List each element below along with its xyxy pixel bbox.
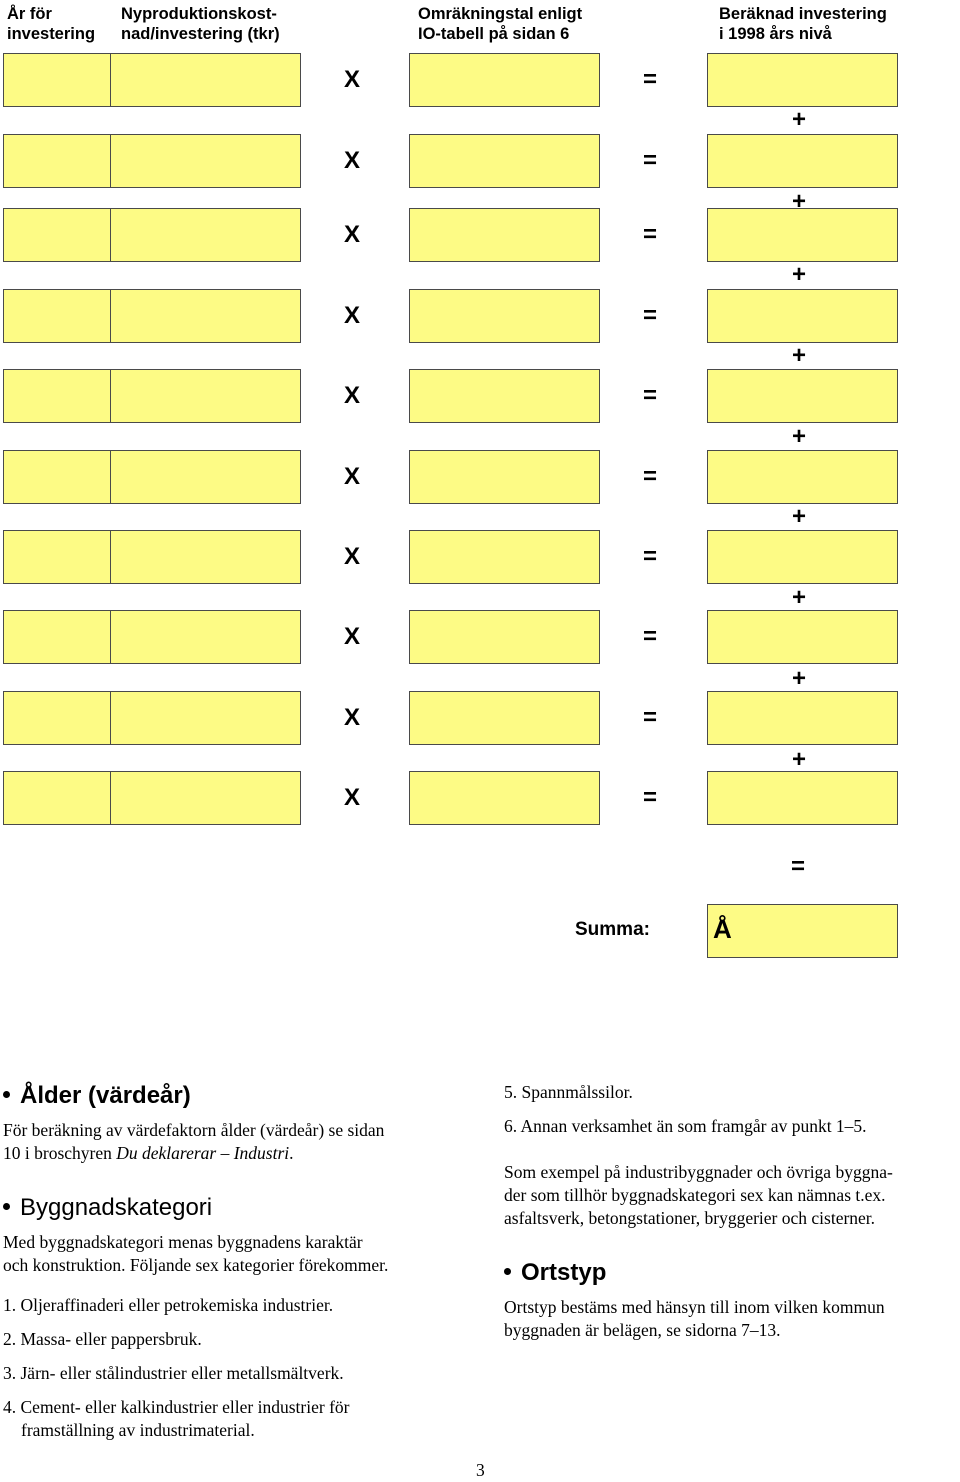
result-field-9[interactable] (707, 691, 898, 745)
times-sign: X (344, 66, 361, 93)
alder-text-line2 (3, 1142, 294, 1165)
times-sign: X (344, 543, 361, 570)
factor-field-8[interactable] (409, 610, 600, 664)
result-field-8[interactable] (707, 610, 898, 664)
plus-sign: + (792, 261, 807, 288)
section-alder-title: Ålder (värdeår) (20, 1082, 191, 1109)
year-field-2[interactable] (3, 134, 111, 188)
summa-field[interactable] (707, 904, 898, 958)
section-ortstyp (504, 1259, 606, 1287)
cost-field-10[interactable] (110, 771, 301, 825)
alder-text-start: 10 i broschyren (3, 1143, 117, 1163)
equals-sign: = (643, 382, 658, 409)
category-item-4-line1: 4. Cement- eller kalkindustrier eller industrier för (3, 1397, 350, 1417)
cost-field-3[interactable] (110, 208, 301, 262)
year-field-10[interactable] (3, 771, 111, 825)
category-item-6: 6. Annan verksamhet än som framgår av punkt 1–5. (504, 1116, 867, 1136)
plus-sign: + (792, 342, 807, 369)
cost-field-4[interactable] (110, 289, 301, 343)
factor-field-4[interactable] (409, 289, 600, 343)
alder-text-line1: För beräkning av värdefaktorn ålder (värdeår) se sidan (3, 1120, 385, 1140)
header-cost: Nyproduktionskost- nad/investering (tkr) (121, 5, 280, 43)
cost-field-5[interactable] (110, 369, 301, 423)
example-line2: der som tillhör byggnadskategori sex kan nämnas t.ex. (504, 1185, 886, 1205)
factor-field-5[interactable] (409, 369, 600, 423)
result-field-4[interactable] (707, 289, 898, 343)
year-field-1[interactable] (3, 53, 111, 107)
category-item-2: 2. Massa- eller pappersbruk. (3, 1329, 202, 1349)
summa-value: Å (713, 914, 732, 944)
plus-sign: + (792, 423, 807, 450)
alder-text-end: . (289, 1143, 294, 1163)
result-field-2[interactable] (707, 134, 898, 188)
equals-sign: = (643, 221, 658, 248)
section-orts-title: Ortstyp (521, 1259, 607, 1286)
equals-sign: = (643, 623, 658, 650)
year-field-7[interactable] (3, 530, 111, 584)
section-byggnadskategori (3, 1194, 212, 1222)
cost-field-2[interactable] (110, 134, 301, 188)
times-sign: X (344, 147, 361, 174)
year-field-6[interactable] (3, 450, 111, 504)
cost-field-6[interactable] (110, 450, 301, 504)
factor-field-9[interactable] (409, 691, 600, 745)
times-sign: X (344, 784, 361, 811)
cost-field-8[interactable] (110, 610, 301, 664)
year-field-9[interactable] (3, 691, 111, 745)
plus-sign: + (792, 188, 807, 215)
page-number: 3 (476, 1460, 485, 1480)
section-bygg-title: Byggnadskategori (20, 1194, 213, 1221)
header-year: År för investering (7, 5, 96, 43)
plus-sign: + (792, 503, 807, 530)
orts-text-line1: Ortstyp bestäms med hänsyn till inom vilken kommun (504, 1297, 885, 1317)
factor-field-10[interactable] (409, 771, 600, 825)
section-alder (3, 1082, 191, 1110)
factor-field-6[interactable] (409, 450, 600, 504)
total-equals-sign: = (791, 853, 806, 880)
factor-field-3[interactable] (409, 208, 600, 262)
result-field-3[interactable] (707, 208, 898, 262)
factor-field-2[interactable] (409, 134, 600, 188)
year-field-8[interactable] (3, 610, 111, 664)
factor-field-7[interactable] (409, 530, 600, 584)
factor-field-1[interactable] (409, 53, 600, 107)
plus-sign: + (792, 106, 807, 133)
bygg-text-line2: och konstruktion. Följande sex kategorier förekommer. (3, 1255, 389, 1275)
year-field-4[interactable] (3, 289, 111, 343)
example-line1: Som exempel på industribyggnader och övriga byggna- (504, 1162, 893, 1182)
result-field-1[interactable] (707, 53, 898, 107)
header-result: Beräknad investering i 1998 års nivå (719, 5, 887, 43)
equals-sign: = (643, 543, 658, 570)
equals-sign: = (643, 66, 658, 93)
category-item-3: 3. Järn- eller stålindustrier eller metallsmältverk. (3, 1363, 344, 1383)
times-sign: X (344, 704, 361, 731)
brochure-title: Du deklarerar – Industri (116, 1143, 290, 1163)
equals-sign: = (643, 463, 658, 490)
summa-label: Summa: (575, 919, 650, 940)
plus-sign: + (792, 746, 807, 773)
cost-field-9[interactable] (110, 691, 301, 745)
header-factor: Omräkningstal enligt IO-tabell på sidan 6 (418, 5, 583, 43)
year-field-3[interactable] (3, 208, 111, 262)
bullet-icon (3, 1203, 10, 1210)
year-field-5[interactable] (3, 369, 111, 423)
times-sign: X (344, 382, 361, 409)
cost-field-1[interactable] (110, 53, 301, 107)
equals-sign: = (643, 147, 658, 174)
equals-sign: = (643, 704, 658, 731)
result-field-10[interactable] (707, 771, 898, 825)
equals-sign: = (643, 784, 658, 811)
times-sign: X (344, 463, 361, 490)
bullet-icon (504, 1268, 511, 1275)
times-sign: X (344, 623, 361, 650)
plus-sign: + (792, 584, 807, 611)
category-item-4-line2: framställning av industrimaterial. (21, 1420, 255, 1440)
result-field-6[interactable] (707, 450, 898, 504)
orts-text-line2: byggnaden är belägen, se sidorna 7–13. (504, 1320, 781, 1340)
times-sign: X (344, 221, 361, 248)
example-line3: asfaltsverk, betongstationer, bryggerier och cisterner. (504, 1208, 876, 1228)
cost-field-7[interactable] (110, 530, 301, 584)
result-field-5[interactable] (707, 369, 898, 423)
times-sign: X (344, 302, 361, 329)
bygg-text-line1: Med byggnadskategori menas byggnadens karaktär (3, 1232, 363, 1252)
category-item-5: 5. Spannmålssilor. (504, 1082, 633, 1102)
plus-sign: + (792, 665, 807, 692)
result-field-7[interactable] (707, 530, 898, 584)
category-item-1: 1. Oljeraffinaderi eller petrokemiska industrier. (3, 1295, 334, 1315)
equals-sign: = (643, 302, 658, 329)
bullet-icon (3, 1091, 10, 1098)
